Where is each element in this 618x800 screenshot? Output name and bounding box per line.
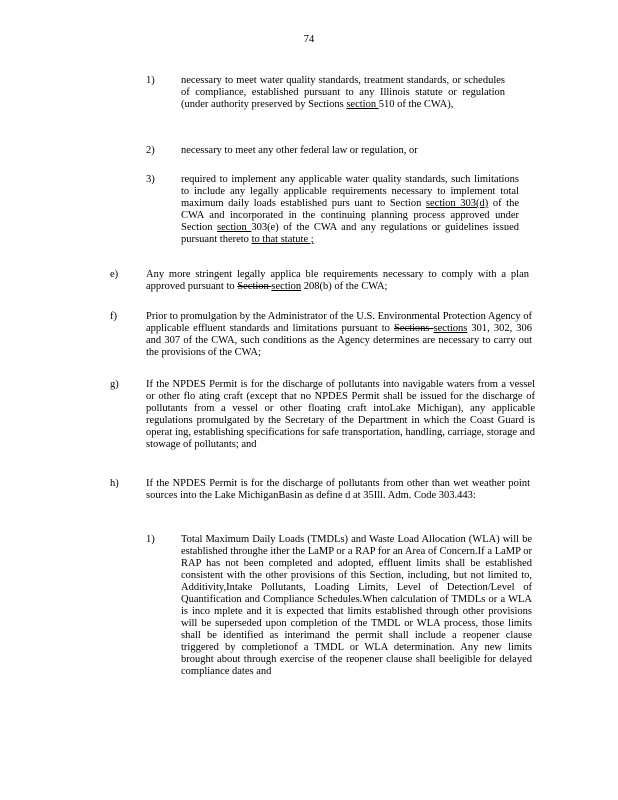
list-item bbox=[146, 478, 530, 502]
body-text: Total Maximum Daily Loads (TMDLs) and Waste Load Allocation (WLA) will be established throughe ither the LaMP or a RAP for an Area of Concern.If a LaMP or RAP has not been completed and adopted, effluent limits shall be established consistent with the other provisions of this Section, including, but not limited to, Additivity,Intake Pollutants, Loading Limits, Level of Detection/Level of Quantification and Compliance Schedules.When calculation of TMDLs or a WLA is inco mplete and it is expected that limits established through other provisions will be superseded upon completion of the TMDL or WLA process, those limits shall be identified as interimand the permit shall include a reopener clause triggered by completionof a TMDL or WLA determination. Any new limits brought about through exercise of the reopener clause shall beeligible for delayed compliance dates and bbox=[181, 534, 532, 677]
body-text: Prior to promulgation by the Administrator of the U.S. Environmental Protection Agency of applicable effluent standards and limitations pursuant to bbox=[146, 311, 532, 334]
body-text: 208(b) of the CWA; bbox=[301, 281, 388, 292]
item-label: e) bbox=[110, 269, 119, 280]
underlined-text: to that statute ; bbox=[251, 234, 314, 245]
list-item bbox=[146, 311, 532, 359]
list-item bbox=[146, 379, 535, 451]
body-text: necessary to meet water quality standards, treatment standards, or schedules of compliance, established pursuant to any Illinois statute or regulation (under authority preserved by Sections bbox=[181, 75, 505, 110]
underlined-text: section 303(d) bbox=[425, 198, 489, 209]
body-text: of the CWA and incorporated in the continuing planning process approved under Section bbox=[181, 198, 519, 233]
underlined-text: sections bbox=[433, 323, 468, 334]
body-text: If the NPDES Permit is for the discharge of pollutants from other than wet weather point sources into the Lake MichiganBasin as define d at 35Ill. Adm. Code 303.443: bbox=[146, 478, 530, 501]
item-label: f) bbox=[110, 311, 117, 322]
body-text: required to implement any applicable water quality standards, such limitations to include any legally applicable requirements necessary to implement total maximum daily loads established purs uant to Section bbox=[181, 174, 519, 209]
item-label: 1) bbox=[146, 75, 155, 86]
underlined-text: section bbox=[271, 281, 302, 292]
page-number: 74 bbox=[303, 34, 315, 45]
item-label: 1) bbox=[146, 534, 155, 545]
underlined-text: section bbox=[346, 99, 379, 110]
list-item bbox=[181, 174, 519, 246]
item-label: 2) bbox=[146, 145, 155, 156]
body-text: 301, 302, 306 and 307 of the CWA, such conditions as the Agency determines are necessary to carry out the provisions of the CWA; bbox=[146, 323, 533, 358]
item-label: 3) bbox=[146, 174, 155, 185]
body-text: If the NPDES Permit is for the discharge of pollutants into navigable waters from a vessel or other flo ating craft (except that no NPDES Permit shall be issued for the discharge of pollutants from a vessel or other floating craft intoLake Michigan), any applicable regulations promulgated by the Secretary of the Department in which the Coast Guard is operat ing, establishing specifications for safe transportation, handling, carriage, storage and stowage of pollutants; and bbox=[146, 379, 535, 450]
item-label: g) bbox=[110, 379, 119, 390]
underlined-text: section bbox=[217, 222, 252, 233]
struck-text: Section bbox=[237, 281, 272, 292]
list-item bbox=[181, 145, 505, 157]
struck-text: Sections bbox=[393, 323, 434, 334]
body-text: 510 of the CWA), bbox=[378, 99, 454, 110]
body-text: Any more stringent legally applica ble requirements necessary to comply with a plan approved pursuant to bbox=[146, 269, 529, 292]
item-label: h) bbox=[110, 478, 119, 489]
body-text: 303(e) of the CWA and any regulations or guidelines issued pursuant thereto bbox=[181, 222, 519, 245]
body-text: necessary to meet any other federal law or regulation, or bbox=[181, 145, 418, 156]
list-item bbox=[146, 269, 529, 293]
list-item bbox=[181, 75, 505, 111]
list-item bbox=[181, 534, 532, 678]
